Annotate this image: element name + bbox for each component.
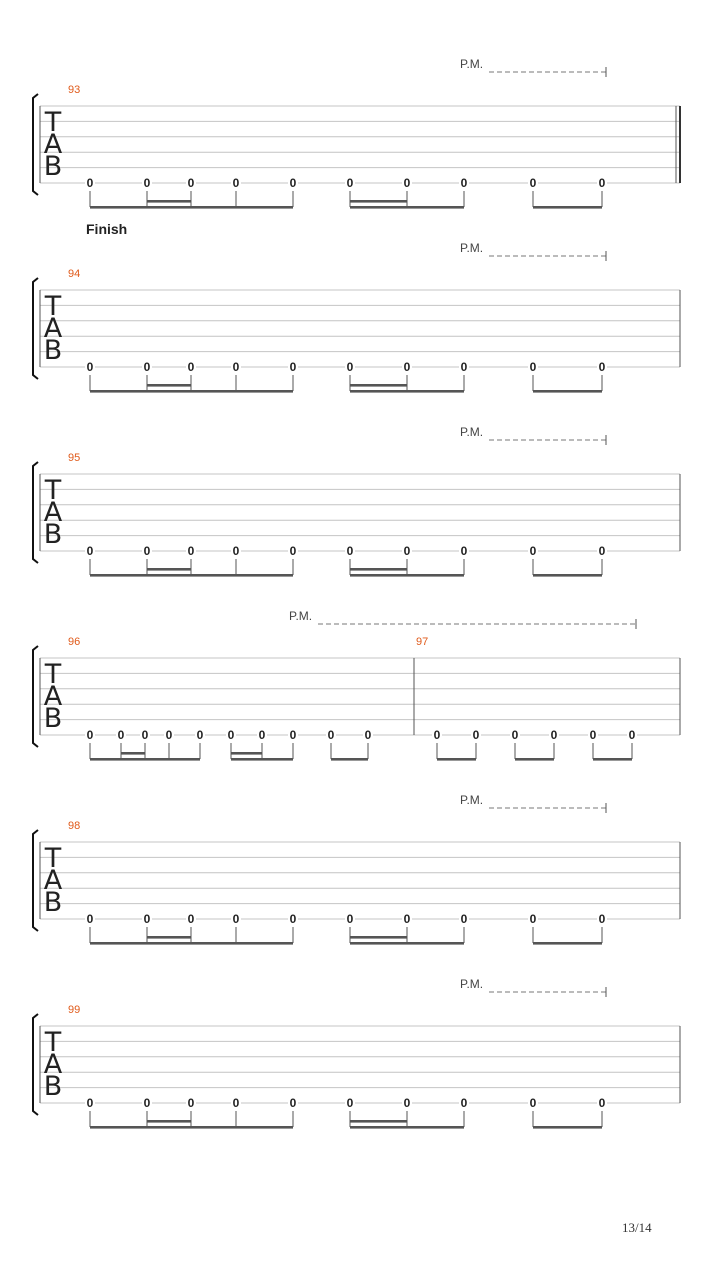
fret-number: 0 [364, 728, 372, 742]
tab-clef-letter: B [43, 887, 63, 918]
fret-number: 0 [232, 360, 240, 374]
fret-number: 0 [187, 360, 195, 374]
beam-eighth [350, 206, 464, 209]
palm-mute-label: P.M. [460, 57, 484, 71]
fret-number: 0 [165, 728, 173, 742]
beam-eighth [437, 758, 476, 761]
fret-number: 0 [327, 728, 335, 742]
beam-sixteenth [350, 936, 407, 939]
fret-number: 0 [86, 360, 94, 374]
fret-number: 0 [232, 544, 240, 558]
fret-number: 0 [141, 728, 149, 742]
fret-number: 0 [232, 176, 240, 190]
beam-eighth [231, 758, 293, 761]
fret-number: 0 [143, 360, 151, 374]
tab-clef-letter: T [44, 291, 62, 322]
beam-sixteenth [147, 1120, 191, 1123]
fret-number: 0 [289, 728, 297, 742]
beam-eighth [593, 758, 632, 761]
fret-number: 0 [289, 1096, 297, 1110]
beam-eighth [350, 390, 464, 393]
beam-eighth [90, 206, 293, 209]
beam-eighth [90, 1126, 293, 1129]
system-bracket [33, 646, 38, 747]
tab-clef-letter: T [44, 475, 62, 506]
fret-number: 0 [529, 176, 537, 190]
measure-number: 95 [68, 452, 81, 464]
beam-eighth [331, 758, 368, 761]
fret-number: 0 [529, 360, 537, 374]
beam-sixteenth [121, 752, 145, 755]
fret-number: 0 [86, 1096, 94, 1110]
palm-mute-label: P.M. [460, 793, 484, 807]
beam-eighth [533, 206, 602, 209]
fret-number: 0 [86, 912, 94, 926]
fret-number: 0 [346, 544, 354, 558]
beam-eighth [90, 390, 293, 393]
fret-number: 0 [289, 912, 297, 926]
fret-number: 0 [550, 728, 558, 742]
beam-sixteenth [147, 568, 191, 571]
fret-number: 0 [143, 544, 151, 558]
tab-clef-letter: A [43, 129, 63, 160]
fret-number: 0 [187, 544, 195, 558]
beam-sixteenth [350, 384, 407, 387]
fret-number: 0 [529, 912, 537, 926]
measure-number: 93 [68, 84, 81, 96]
fret-number: 0 [403, 912, 411, 926]
system-bracket [33, 830, 38, 931]
fret-number: 0 [196, 728, 204, 742]
tab-clef-letter: T [44, 843, 62, 874]
fret-number: 0 [529, 544, 537, 558]
fret-number: 0 [598, 176, 606, 190]
fret-number: 0 [589, 728, 597, 742]
tab-clef-letter: A [43, 313, 63, 344]
tab-clef-letter: A [43, 1049, 63, 1080]
fret-number: 0 [187, 1096, 195, 1110]
page-number: 13/14 [622, 1220, 652, 1235]
fret-number: 0 [628, 728, 636, 742]
fret-number: 0 [598, 912, 606, 926]
fret-number: 0 [346, 360, 354, 374]
fret-number: 0 [403, 176, 411, 190]
fret-number: 0 [289, 176, 297, 190]
palm-mute-label: P.M. [460, 425, 484, 439]
beam-sixteenth [147, 936, 191, 939]
fret-number: 0 [86, 176, 94, 190]
beam-sixteenth [231, 752, 262, 755]
tab-clef-letter: T [44, 659, 62, 690]
measure-number: 97 [416, 636, 429, 648]
fret-number: 0 [346, 1096, 354, 1110]
measure-number: 98 [68, 820, 81, 832]
fret-number: 0 [598, 1096, 606, 1110]
fret-number: 0 [460, 360, 468, 374]
beam-eighth [350, 1126, 464, 1129]
tab-clef-letter: B [43, 151, 63, 182]
beam-eighth [515, 758, 554, 761]
fret-number: 0 [403, 360, 411, 374]
tab-clef-letter: B [43, 335, 63, 366]
tab-clef-letter: A [43, 865, 63, 896]
fret-number: 0 [289, 544, 297, 558]
beam-eighth [350, 574, 464, 577]
fret-number: 0 [86, 544, 94, 558]
tab-clef-letter: B [43, 1071, 63, 1102]
tab-clef-letter: B [43, 519, 63, 550]
tab-clef-letter: B [43, 703, 63, 734]
beam-sixteenth [350, 200, 407, 203]
measure-number: 99 [68, 1004, 81, 1016]
tab-clef-letter: A [43, 681, 63, 712]
beam-eighth [90, 574, 293, 577]
fret-number: 0 [143, 912, 151, 926]
fret-number: 0 [289, 360, 297, 374]
fret-number: 0 [232, 912, 240, 926]
rehearsal-mark: Finish [86, 221, 128, 237]
fret-number: 0 [472, 728, 480, 742]
palm-mute-label: P.M. [460, 241, 484, 255]
fret-number: 0 [403, 1096, 411, 1110]
fret-number: 0 [258, 728, 266, 742]
system-bracket [33, 278, 38, 379]
tab-clef-letter: A [43, 497, 63, 528]
fret-number: 0 [511, 728, 519, 742]
fret-number: 0 [460, 912, 468, 926]
fret-number: 0 [346, 176, 354, 190]
fret-number: 0 [86, 728, 94, 742]
fret-number: 0 [143, 176, 151, 190]
fret-number: 0 [460, 1096, 468, 1110]
fret-number: 0 [187, 176, 195, 190]
system-bracket [33, 1014, 38, 1115]
tab-clef-letter: T [44, 1027, 62, 1058]
beam-sixteenth [147, 384, 191, 387]
fret-number: 0 [232, 1096, 240, 1110]
measure-number: 96 [68, 636, 81, 648]
beam-sixteenth [350, 568, 407, 571]
fret-number: 0 [403, 544, 411, 558]
beam-eighth [533, 390, 602, 393]
palm-mute-label: P.M. [289, 609, 313, 623]
measure-number: 94 [68, 268, 81, 280]
beam-eighth [533, 1126, 602, 1129]
beam-eighth [350, 942, 464, 945]
fret-number: 0 [117, 728, 125, 742]
beam-eighth [90, 942, 293, 945]
beam-sixteenth [147, 200, 191, 203]
fret-number: 0 [143, 1096, 151, 1110]
beam-sixteenth [350, 1120, 407, 1123]
beam-eighth [533, 574, 602, 577]
tab-clef-letter: T [44, 107, 62, 138]
fret-number: 0 [529, 1096, 537, 1110]
fret-number: 0 [598, 544, 606, 558]
palm-mute-label: P.M. [460, 977, 484, 991]
fret-number: 0 [187, 912, 195, 926]
fret-number: 0 [346, 912, 354, 926]
fret-number: 0 [433, 728, 441, 742]
fret-number: 0 [460, 176, 468, 190]
beam-eighth [90, 758, 200, 761]
fret-number: 0 [460, 544, 468, 558]
fret-number: 0 [227, 728, 235, 742]
system-bracket [33, 94, 38, 195]
system-bracket [33, 462, 38, 563]
fret-number: 0 [598, 360, 606, 374]
beam-eighth [533, 942, 602, 945]
